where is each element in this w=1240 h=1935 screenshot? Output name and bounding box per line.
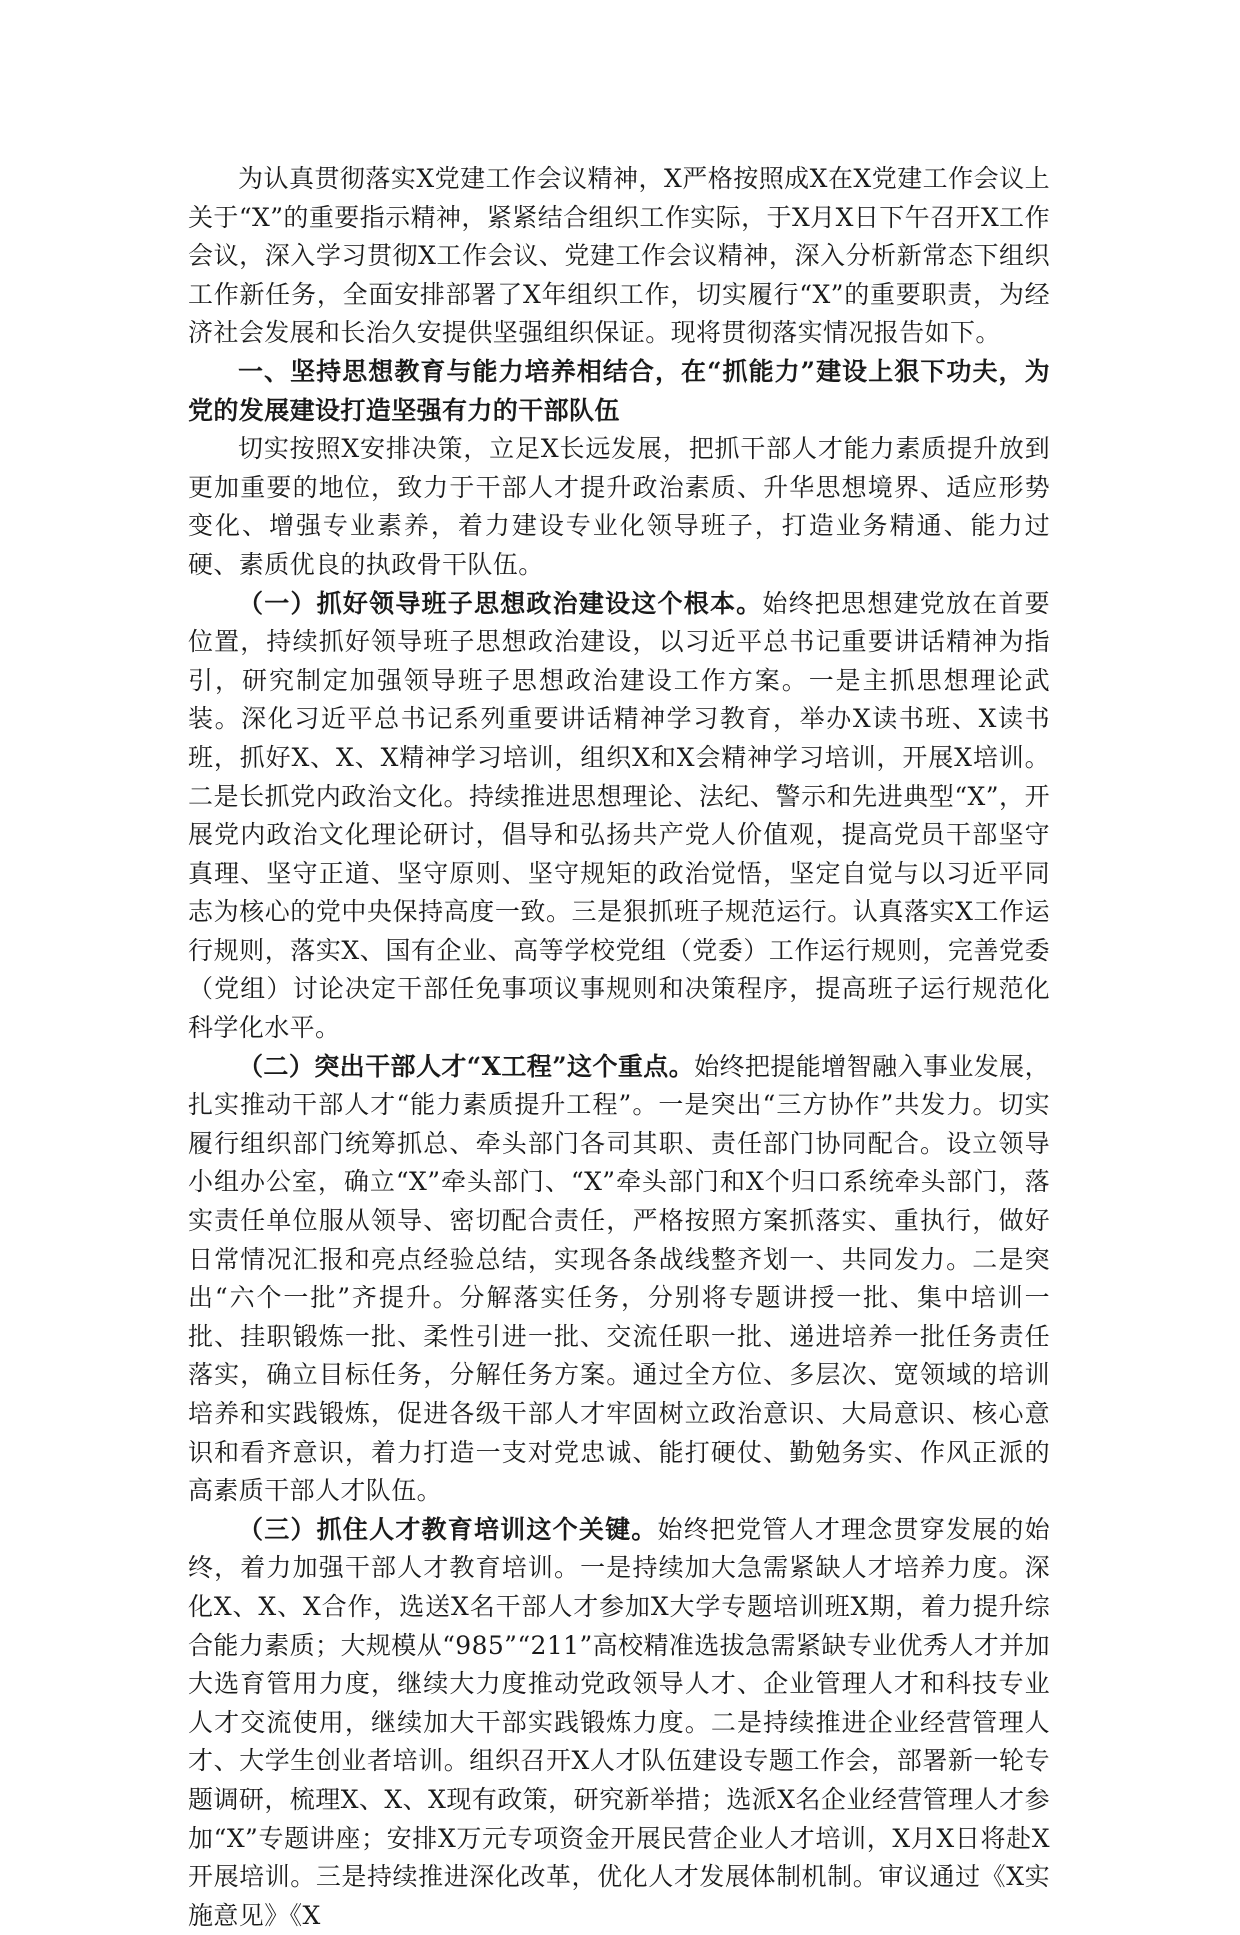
intro-paragraph: 为认真贯彻落实X党建工作会议精神，X严格按照成X在X党建工作会议上关于“X”的重要指示精神，紧紧结合组织工作实际，于X月X日下午召开X工作会议，深入学习贯彻X工作会议、党建工作会议精神，深入分析新常态下组织工作新任务，全面安排部署了X年组织工作，切实履行“X”的重要职责，为经济社会发展和长治久安提供坚强组织保证。现将贯彻落实情况报告如下。	[188, 164, 1050, 348]
subsection-paragraph-2	[188, 1048, 1050, 1511]
document-page	[188, 160, 1050, 1935]
subsection-body-1: 始终把思想建党放在首要位置，持续抓好领导班子思想政治建设，以习近平总书记重要讲话精神为指引，研究制定加强领导班子思想政治建设工作方案。一是主抓思想理论武装。深化习近平总书记系列重要讲话精神学习教育，举办X读书班、X读书班，抓好X、X、X精神学习培训，组织X和X会精神学习培训，开展X培训。二是长抓党内政治文化。持续推进思想理论、法纪、警示和先进典型“X”，开展党内政治文化理论研讨，倡导和弘扬共产党人价值观，提高党员干部坚守真理、坚守正道、坚守原则、坚守规矩的政治觉悟，坚定自觉与以习近平同志为核心的党中央保持高度一致。三是狠抓班子规范运行。认真落实X工作运行规则，落实X、国有企业、高等学校党组（党委）工作运行规则，完善党委（党组）讨论决定干部任免事项议事规则和决策程序，提高班子运行规范化科学化水平。	[188, 588, 1050, 1043]
section-overview-paragraph: 切实按照X安排决策，立足X长远发展，把抓干部人才能力素质提升放到更加重要的地位，致力于干部人才提升政治素质、升华思想境界、适应形势变化、增强专业素养，着力建设专业化领导班子，打造业务精通、能力过硬、素质优良的执政骨干队伍。	[188, 434, 1050, 579]
subsection-title-1: （一）抓好领导班子思想政治建设这个根本。	[238, 588, 763, 618]
subsection-title-2: （二）突出干部人才“X工程”这个重点。	[238, 1051, 695, 1081]
section-heading: 一、坚持思想教育与能力培养相结合，在“抓能力”建设上狠下功夫，为党的发展建设打造坚强有力的干部队伍	[188, 356, 1050, 425]
subsection-paragraph-1	[188, 585, 1050, 1048]
subsection-paragraph-3	[188, 1511, 1050, 1935]
subsection-body-2: 始终把提能增智融入事业发展，扎实推动干部人才“能力素质提升工程”。一是突出“三方协作”共发力。切实履行组织部门统筹抓总、牵头部门各司其职、责任部门协同配合。设立领导小组办公室，确立“X”牵头部门、“X”牵头部门和X个归口系统牵头部门，落实责任单位服从领导、密切配合责任，严格按照方案抓落实、重执行，做好日常情况汇报和亮点经验总结，实现各条战线整齐划一、共同发力。二是突出“六个一批”齐提升。分解落实任务，分别将专题讲授一批、集中培训一批、挂职锻炼一批、柔性引进一批、交流任职一批、递进培养一批任务责任落实，确立目标任务，分解任务方案。通过全方位、多层次、宽领域的培训培养和实践锻炼，促进各级干部人才牢固树立政治意识、大局意识、核心意识和看齐意识，着力打造一支对党忠诚、能打硬仗、勤勉务实、作风正派的高素质干部人才队伍。	[188, 1051, 1050, 1506]
subsection-title-3: （三）抓住人才教育培训这个关键。	[238, 1514, 658, 1544]
subsection-body-3: 始终把党管人才理念贯穿发展的始终，着力加强干部人才教育培训。一是持续加大急需紧缺人才培养力度。深化X、X、X合作，选送X名干部人才参加X大学专题培训班X期，着力提升综合能力素质；大规模从“985”“211”高校精准选拔急需紧缺专业优秀人才并加大选育管用力度，继续大力度推动党政领导人才、企业管理人才和科技专业人才交流使用，继续加大干部实践锻炼力度。二是持续推进企业经营管理人才、大学生创业者培训。组织召开X人才队伍建设专题工作会，部署新一轮专题调研，梳理X、X、X现有政策，研究新举措；选派X名企业经营管理人才参加“X”专题讲座；安排X万元专项资金开展民营企业人才培训，X月X日将赴X开展培训。三是持续推进深化改革，优化人才发展体制机制。审议通过《X实施意见》《X	[188, 1514, 1051, 1930]
